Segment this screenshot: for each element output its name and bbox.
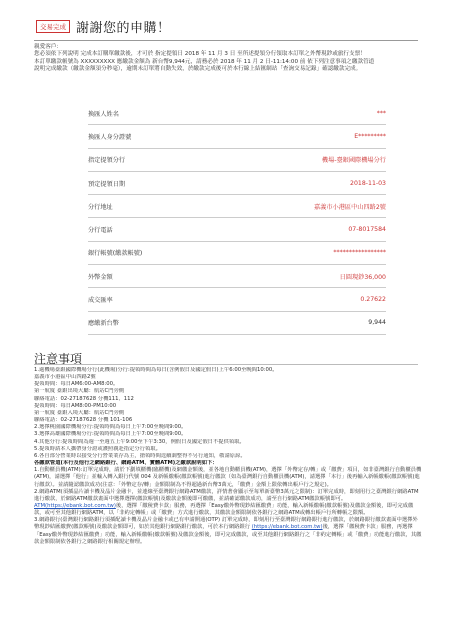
detail-value: 2018-11-03: [350, 179, 386, 187]
detail-label: 分行地址: [88, 203, 113, 211]
notes-body: [34, 367, 422, 546]
notes-line: 4.其他分行:提領時間為週一至週五上午9:00至下午3:30，例假日及國定假日不提供領取。: [34, 438, 245, 445]
detail-value: 07-8017584: [348, 226, 386, 234]
detail-row: [88, 149, 386, 172]
detail-label: 換匯人姓名: [88, 110, 119, 118]
detail-row: [88, 125, 386, 148]
detail-label: 換匯人身分證號: [88, 133, 132, 141]
detail-label: 應繳新台幣: [88, 320, 119, 328]
notes-para-netbank-text-2: 後，選擇「繳稅費卡款」服務，再選擇「Easy繳外幣現鈔結匯繳費」功能，輸入新帳繳帳(繳款帳號)及繳款金額後，即可完成繳款，或至其他銀行網路銀行之「非約定轉帳」或「繳費」功能進行繳款，其繳款金額限制依各銀行之網路銀行相關規定辦理。: [34, 524, 422, 545]
netbank-link[interactable]: (https://ebank.bot.com.tw): [251, 524, 323, 531]
intro-line-1: 您必須依下列說明 完成本訂購單繳款後，才可於 指定提領日 2018 年 11 月 3 日 至所述提領分行領取本訂單之外幣現鈔或旅行支票！: [34, 51, 366, 58]
detail-row: [88, 218, 386, 241]
notes-line: 提領時間：每日AM8:00-PM10:00: [34, 402, 117, 409]
intro-text: [34, 44, 424, 74]
notes-para-web-atm-text-2: 後，選擇「繳稅費卡款」服務，再選擇「Easy繳外幣現鈔結匯繳費」功能，輸入新帳繳帳(繳款帳號)及繳款金額後，即可完成繳款，或可至其他銀行網路ATM，以「非約定轉帳」或「繳費」方式進行繳款，其繳款金額限制依各銀行之網路ATM或轉出帳戶行所轉帳之限額。: [34, 502, 414, 517]
notes-line: 嘉義市小港區中山四路2號: [34, 374, 96, 381]
intro-line-3: 說明完成繳款（繳款金額須分秒毫），逾期未訂單將自動失效，於繳款完成後可於本行線上結匯網站「查詢交易記錄」確認繳款完成。: [34, 66, 362, 73]
notes-line: 3.選擇高雄國際機場分行:提領時間為每日上午7:00至晚間9:00。: [34, 431, 187, 438]
web-atm-link[interactable]: ATM(https://ebank.bot.com.tw): [34, 502, 116, 509]
order-details-table: [88, 102, 386, 335]
notes-para-netbank: [34, 517, 422, 546]
detail-value: 9,944: [368, 319, 386, 327]
detail-value: 嘉義市小港區中山四路2號: [314, 203, 386, 211]
detail-value: 0.27622: [360, 296, 386, 304]
detail-value: 日圓現鈔36,000: [339, 273, 386, 281]
notes-line: 2.選擇桃園國際機場分行:提領時間為每日上午7:00至晚間9:00。: [34, 424, 187, 431]
detail-label: 分行電話: [88, 227, 113, 235]
detail-value: 機場-臺銀國際機場分行: [321, 157, 386, 165]
notes-line: 6.各自部分營業時以接受分行營業業存為主，搶領時間逕續調整得不另行通知，敬請原諒。: [34, 452, 246, 459]
detail-row: [88, 242, 386, 265]
notes-para-atm: 1.自動櫃員機(ATM):訂單完成時，請於下劃填櫃機(臨櫃機)及網繳金額後，並各地自動櫃員機(ATM)，選擇「外幣定存/轉」或「繳費」項目，如非臺灣銀行自動櫃員機(ATM)，請選擇「他行」並輸入轉入銀行代號 004 及新帳繳帳(繳款帳號)進行繳款（如為臺灣銀行自動櫃員機(ATM)，請選擇「本行」後再輸入新帳繳帳(繳款帳號)進行繳款）。並請隨認繳款成功(注意：「外幣定存/轉」金額限制為不得超過新台幣3萬元，「繳費」金額上限依轉出帳戶行之規定)。: [34, 467, 422, 488]
detail-label: 預定提領日期: [88, 180, 126, 188]
notes-para-web-atm-text: 2.網路ATM(須插晶片讀卡機及晶片金融卡，並連線至臺灣銀行網路ATM繳款，詳情著會顯示至每單新臺幣3萬元之限制)：訂單完成時，即刻用行之臺灣銀行網路ATM進行繳款，於網路ATM繳款畫面中選擇選擇(繳款帳號)及繳款金額後即可繳繳，並請確認繳款成功，請至自行網路ATM繳款帳號即可。: [34, 488, 419, 502]
notes-line: 聯絡電話：02-27187628 分機111、112: [34, 395, 134, 402]
notes-line: 提領時間：每日AM6:00-AM8:00。: [34, 381, 119, 388]
detail-row: [88, 195, 386, 218]
detail-value: E*********: [354, 132, 386, 140]
detail-row: [88, 288, 386, 311]
detail-row: [88, 265, 386, 288]
detail-row: [88, 172, 386, 195]
notes-line: 5.提領時請本人攜帶身分證或護照親赴指定分行領取。: [34, 445, 161, 452]
detail-value: *****************: [333, 249, 386, 257]
header-divider: [34, 40, 418, 41]
intro-greeting: 親愛客戶：: [34, 44, 62, 50]
detail-label: 指定提領分行: [88, 157, 126, 165]
page-title: 謝謝您的申購！: [76, 20, 171, 36]
notes-divider: [34, 364, 418, 365]
status-tab: 交易完成: [36, 20, 70, 33]
notes-title: 注意事項: [34, 352, 83, 366]
notes-para-web-atm: [34, 489, 422, 518]
detail-value: ***: [376, 109, 386, 117]
notes-line: 聯絡電話：02-27187628 分機 101-106: [34, 417, 133, 424]
notes-bold-heading: 各繳款管道(本行及他行之網路銀行、網路ATM、實體ATM)之繳款說明如下：: [34, 460, 218, 467]
intro-line-2: 本訂單繳款帳號為 XXXXXXXXX 應繳款金額為 新台幣9,944元，請務必於 2018 年 11 月 2 日-11:14:00 前 依下列注意事項之繳款管道: [34, 58, 375, 65]
page-header: [36, 12, 171, 40]
detail-row: [88, 102, 386, 125]
notes-line: 第一航廈 臺銀出境大廳：航站C門旁側: [34, 388, 125, 395]
detail-label: 成交匯率: [88, 297, 113, 305]
notes-line: 第一航廈 臺銀入境大廳：航站C門旁側: [34, 409, 125, 416]
detail-row: [88, 312, 386, 335]
detail-label: 銀行帳號(繳款帳號): [88, 250, 143, 258]
detail-label: 外幣金額: [88, 273, 113, 281]
notes-line: 1.逾機場臺銀國際機場分行(此機場)分行:提領時間為每日(含例假日及國定假日)上午6:00至晚間10:00。: [34, 367, 278, 373]
notes-para-netbank-text: 3.網路銀行(臺灣銀行網路銀行須插配讀卡機及晶片金融卡或已有申請開通(OTP) 訂單完成時，即刻用行至臺灣銀行網路銀行進行繳款，於網路銀行繳款畫面中選擇外幣現鈔結匯繳費(繳款帳號)及繳款金額即可，如於其他銀行網路銀行繳款，可於本行網路銀行: [34, 517, 418, 531]
